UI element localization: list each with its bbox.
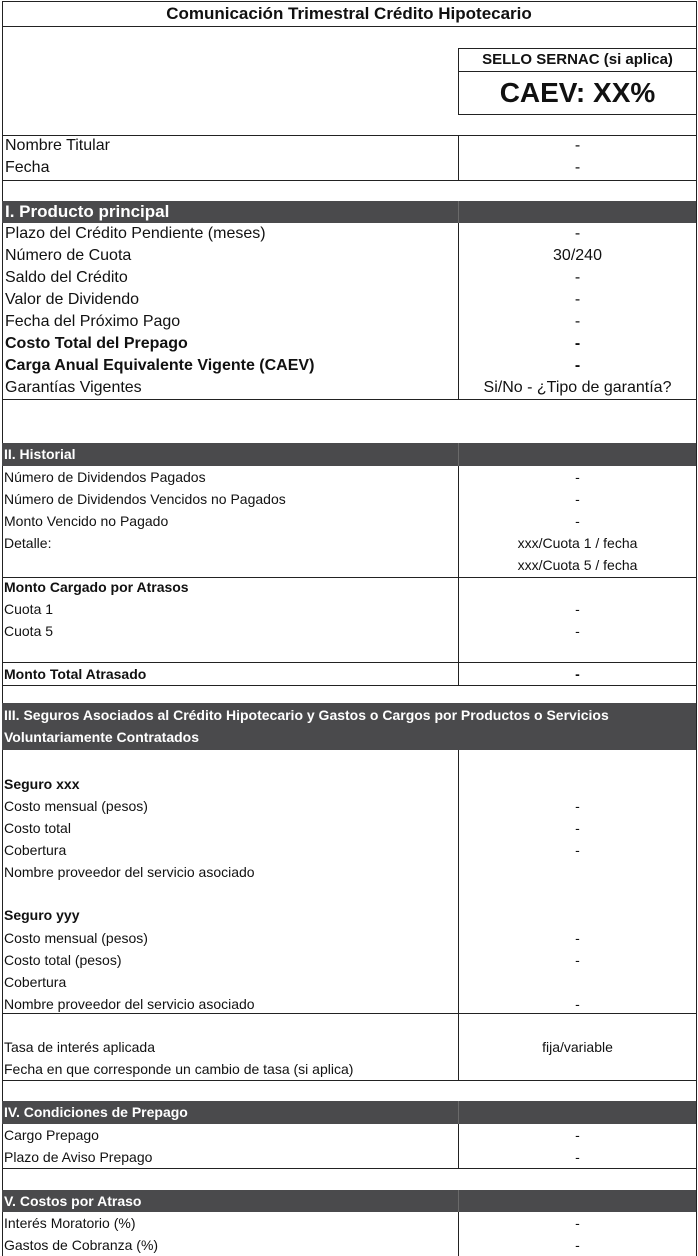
row-label: Fecha en que corresponde un cambio de tasa (si aplica) — [4, 1061, 354, 1077]
row-value: - — [575, 1215, 580, 1231]
row-value: - — [575, 469, 580, 485]
row-label: Costo mensual (pesos) — [4, 930, 148, 946]
seguro-name: Seguro xxx — [4, 776, 80, 792]
row-label: Plazo de Aviso Prepago — [4, 1149, 153, 1165]
row-label: Gastos de Cobranza (%) — [4, 1237, 159, 1253]
row-label: Plazo del Crédito Pendiente (meses) — [5, 225, 266, 242]
row-value: - — [575, 601, 580, 617]
row-value: - — [575, 623, 580, 639]
row-label: Fecha del Próximo Pago — [5, 313, 181, 330]
row-value: - — [574, 291, 581, 308]
page-title: Comunicación Trimestral Crédito Hipotecario — [166, 4, 532, 23]
row-value: - — [575, 952, 580, 968]
row-label: Cargo Prepago — [4, 1127, 99, 1143]
row-label: Cobertura — [4, 974, 67, 990]
divider — [2, 1168, 696, 1169]
row-label: Número de Dividendos Pagados — [4, 469, 206, 485]
row-label: Nombre proveedor del servicio asociado — [4, 864, 255, 880]
value-fecha: - — [574, 159, 581, 176]
row-label: Costo total (pesos) — [4, 952, 122, 968]
row-label: Saldo del Crédito — [5, 269, 128, 286]
row-label: Monto Vencido no Pagado — [4, 513, 169, 529]
seguro-name: Seguro yyy — [4, 907, 80, 923]
row-value: - — [575, 1149, 580, 1165]
section-title: III. Seguros Asociados al Crédito Hipotecario y Gastos o Cargos por Productos o Servicios — [4, 707, 609, 723]
divider — [2, 685, 696, 686]
row-label: Nombre proveedor del servicio asociado — [4, 996, 255, 1012]
divider — [2, 399, 696, 400]
monto-cargado-label: Monto Cargado por Atrasos — [4, 579, 189, 595]
section-title: I. Producto principal — [5, 202, 170, 221]
section-title-cont: Voluntariamente Contratados — [4, 729, 199, 745]
row-value: - — [574, 225, 581, 242]
row-value: Si/No - ¿Tipo de garantía? — [483, 379, 672, 396]
row-label: Cobertura — [4, 842, 67, 858]
row-value: - — [575, 798, 580, 814]
seal-label: SELLO SERNAC (si aplica) — [459, 49, 696, 72]
row-value: - — [574, 335, 581, 352]
row-value: - — [575, 491, 580, 507]
row-label: Costo Total del Prepago — [5, 335, 188, 352]
divider — [2, 1080, 696, 1081]
row-value: - — [574, 357, 581, 374]
row-label: Costo total — [4, 820, 71, 836]
sernac-seal-box — [458, 48, 697, 115]
row-value: - — [575, 513, 580, 529]
row-label: Número de Cuota — [5, 247, 132, 264]
row-value: - — [574, 313, 581, 330]
row-value: fija/variable — [542, 1039, 613, 1055]
row-label: Tasa de interés aplicada — [4, 1039, 155, 1055]
value-nombre-titular: - — [574, 137, 581, 154]
row-value: - — [575, 820, 580, 836]
row-label: Interés Moratorio (%) — [4, 1215, 136, 1231]
row-label: Carga Anual Equivalente Vigente (CAEV) — [5, 357, 315, 374]
section-title: IV. Condiciones de Prepago — [4, 1104, 188, 1120]
row-value: - — [575, 842, 580, 858]
divider — [2, 1013, 696, 1014]
section-header-historial — [2, 443, 696, 466]
row-label: Número de Dividendos Vencidos no Pagados — [4, 491, 286, 507]
row-value: xxx/Cuota 1 / fecha — [517, 535, 638, 551]
row-label: Garantías Vigentes — [5, 379, 142, 396]
row-value: - — [575, 1237, 580, 1253]
label-fecha: Fecha — [5, 159, 50, 176]
section-title: V. Costos por Atraso — [4, 1193, 142, 1209]
row-value: xxx/Cuota 5 / fecha — [517, 557, 638, 573]
total-label: Monto Total Atrasado — [4, 666, 147, 682]
row-value: - — [575, 996, 580, 1012]
row-label: Cuota 5 — [4, 623, 54, 639]
caev-value: CAEV: XX% — [499, 77, 656, 108]
row-value: - — [575, 930, 580, 946]
divider — [2, 26, 696, 27]
row-label: Detalle: — [4, 535, 52, 551]
section-title: II. Historial — [4, 446, 76, 462]
divider — [2, 180, 696, 181]
row-value: 30/240 — [553, 247, 602, 264]
row-label: Cuota 1 — [4, 601, 54, 617]
row-value: - — [575, 1127, 580, 1143]
row-label: Costo mensual (pesos) — [4, 798, 148, 814]
row-label: Valor de Dividendo — [5, 291, 140, 308]
label-nombre-titular: Nombre Titular — [5, 137, 110, 154]
total-value: - — [575, 666, 580, 682]
row-value: - — [574, 269, 581, 286]
